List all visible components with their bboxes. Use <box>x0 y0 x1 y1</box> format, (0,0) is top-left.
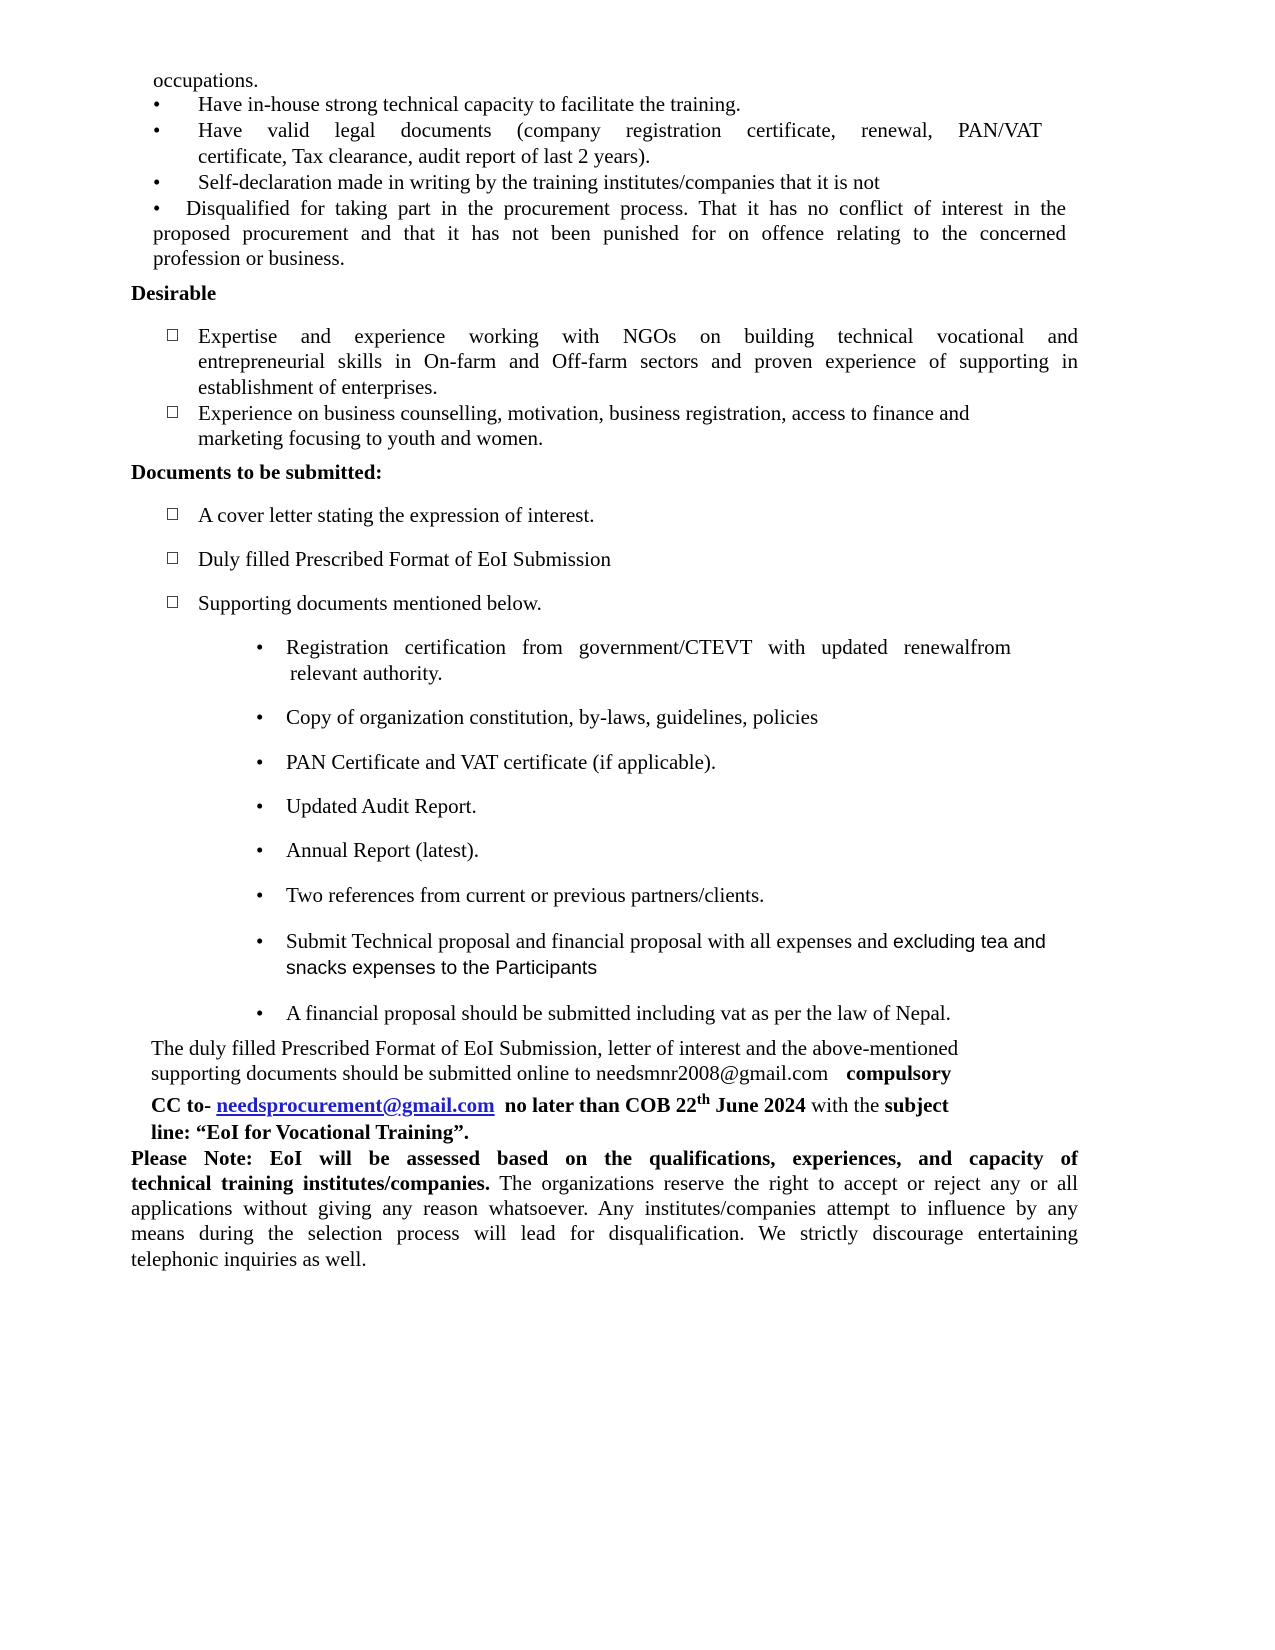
deadline-text: no later than COB 22 <box>504 1093 697 1117</box>
supporting-document-item-cont: snacks expenses to the Participants <box>286 957 598 979</box>
eligibility-item: Self-declaration made in writing by the training institutes/companies that it is not <box>198 170 880 194</box>
submission-text: The duly filled Prescribed Format of EoI Submission, letter of interest and the above-mentioned <box>151 1036 959 1060</box>
supporting-document-item: Annual Report (latest). <box>286 838 480 862</box>
note-bold-text: technical training institutes/companies. <box>131 1171 491 1195</box>
note-text: means during the selection process will lead for disqualification. We strictly discourage entertaining <box>131 1221 1078 1245</box>
bullet-icon: • <box>153 170 161 194</box>
eligibility-item: Have in-house strong technical capacity to facilitate the training. <box>198 92 741 116</box>
desirable-item-cont: entrepreneurial skills in On-farm and Off-farm sectors and proven experience of supporting in <box>198 349 1078 373</box>
desirable-heading: Desirable <box>131 281 217 305</box>
bullet-icon: • <box>256 929 264 953</box>
subject-label: subject <box>884 1093 949 1117</box>
note-text: telephonic inquiries as well. <box>131 1247 367 1271</box>
checkbox-icon <box>167 329 178 341</box>
checkbox-icon <box>167 596 178 608</box>
cc-label: CC to- <box>151 1093 212 1117</box>
desirable-item: Expertise and experience working with NGOs on building technical vocational and <box>198 324 1078 348</box>
subject-line: line: “EoI for Vocational Training”. <box>151 1120 469 1144</box>
supporting-document-item: Two references from current or previous partners/clients. <box>286 883 765 907</box>
deadline-superscript: th <box>696 1092 711 1108</box>
bullet-icon: • <box>256 635 264 659</box>
compulsory-label: compulsory <box>846 1061 952 1085</box>
proposal-text: Submit Technical proposal and financial proposal with all expenses and <box>286 929 893 953</box>
desirable-item: Experience on business counselling, motivation, business registration, access to finance and <box>198 401 970 425</box>
supporting-document-item: Copy of organization constitution, by-laws, guidelines, policies <box>286 705 819 729</box>
supporting-document-item: Updated Audit Report. <box>286 794 477 818</box>
eligibility-item: Disqualified for taking part in the procurement process. That it has no conflict of interest in the <box>186 196 1066 220</box>
bullet-icon: • <box>256 750 264 774</box>
eligibility-item-cont: profession or business. <box>153 246 345 270</box>
bullet-icon: • <box>256 838 264 862</box>
submission-online-text: supporting documents should be submitted online to needsmnr2008@gmail.com <box>151 1061 829 1085</box>
note-text: Please Note: EoI will be assessed based on the qualifications, experiences, and capacity of <box>131 1146 1078 1170</box>
supporting-document-item: PAN Certificate and VAT certificate (if applicable). <box>286 750 717 774</box>
document-item: Supporting documents mentioned below. <box>198 591 542 615</box>
procurement-email-link[interactable]: needsprocurement@gmail.com <box>216 1093 495 1117</box>
bullet-icon: • <box>256 794 264 818</box>
desirable-item-cont: marketing focusing to youth and women. <box>198 426 544 450</box>
bullet-icon: • <box>256 1001 264 1025</box>
bullet-icon: • <box>256 705 264 729</box>
desirable-item-cont: establishment of enterprises. <box>198 375 438 399</box>
bullet-icon: • <box>153 92 161 116</box>
with-the-text: with the <box>805 1093 885 1117</box>
bullet-icon: • <box>153 196 161 220</box>
note-text <box>131 1170 1078 1196</box>
eligibility-item-cont: certificate, Tax clearance, audit report of last 2 years). <box>198 144 651 168</box>
bullet-icon: • <box>153 118 161 142</box>
note-text: applications without giving any reason whatsoever. Any institutes/companies attempt to influence by any <box>131 1196 1078 1220</box>
supporting-document-item-cont: relevant authority. <box>290 661 443 685</box>
eligibility-item-cont: proposed procurement and that it has not been punished for on offence relating to the concerned <box>153 221 1066 245</box>
note-regular-text: The organizations reserve the right to accept or reject any or all <box>490 1171 1078 1195</box>
eligibility-item: Have valid legal documents (company registration certificate, renewal, PAN/VAT <box>198 118 1042 142</box>
checkbox-icon <box>167 552 178 564</box>
bullet-icon: • <box>256 883 264 907</box>
supporting-document-item: A financial proposal should be submitted including vat as per the law of Nepal. <box>286 1001 951 1025</box>
deadline-month: June 2024 <box>710 1093 806 1117</box>
continuation-text: occupations. <box>153 68 259 92</box>
document-item: Duly filled Prescribed Format of EoI Submission <box>198 547 611 571</box>
proposal-text-sans: excluding tea and <box>893 931 1046 953</box>
documents-heading: Documents to be submitted: <box>131 460 383 484</box>
supporting-document-item: Registration certification from government/CTEVT with updated renewalfrom <box>286 635 1011 659</box>
submission-text <box>151 1060 951 1086</box>
document-item: A cover letter stating the expression of interest. <box>198 503 595 527</box>
checkbox-icon <box>167 406 178 418</box>
supporting-document-item <box>286 928 1046 955</box>
checkbox-icon <box>167 508 178 520</box>
submission-text <box>151 1092 949 1118</box>
